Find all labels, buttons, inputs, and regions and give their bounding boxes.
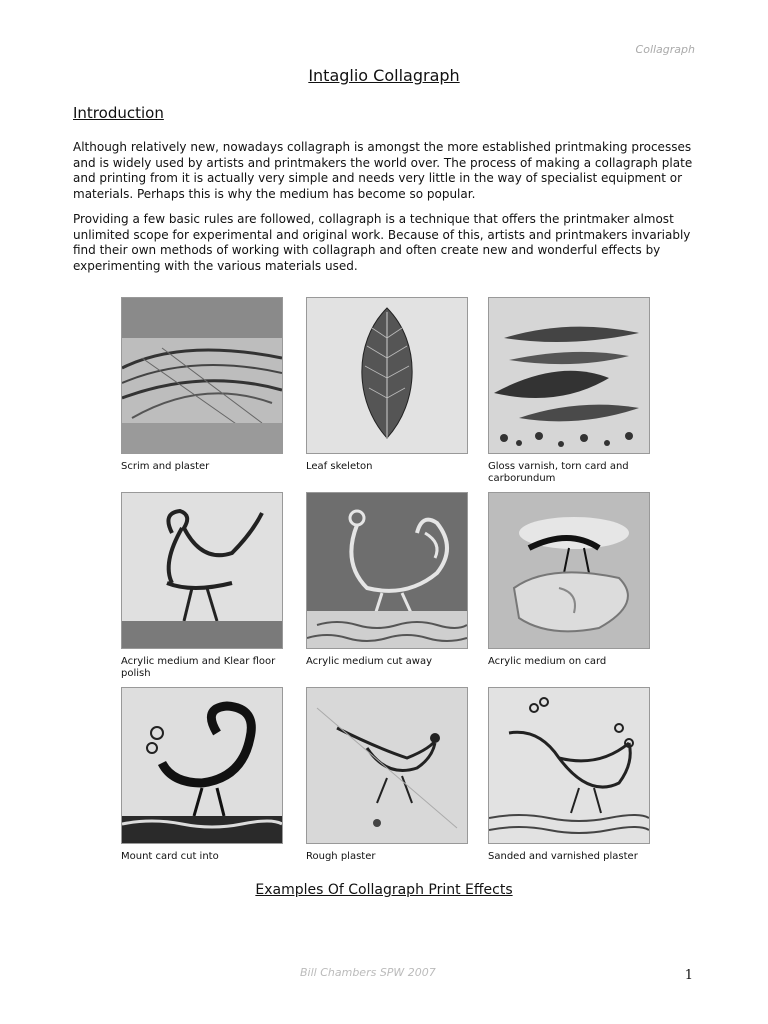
- example-caption: Sanded and varnished plaster: [488, 851, 638, 862]
- introduction-paragraph: Although relatively new, nowadays collagraph is amongst the more established printmaking processes and is widely used by artists and printmakers the world over. The process of making a collagraph plate and printing from it is actually very simple and needs very little in the way of specialist equipment or materials. Perhaps this is why the medium has become so popular.: [73, 140, 693, 201]
- example-cell: [306, 297, 476, 473]
- bird-print-icon: [306, 687, 468, 844]
- example-cell: [488, 687, 658, 863]
- example-caption: Acrylic medium and Klear floor polish: [121, 656, 276, 679]
- document-title: Intaglio Collagraph: [308, 66, 460, 85]
- example-caption: Rough plaster: [306, 851, 376, 862]
- bird-print-icon: [306, 492, 468, 649]
- example-caption: Leaf skeleton: [306, 461, 373, 472]
- example-caption: Scrim and plaster: [121, 461, 210, 472]
- bird-print-icon: [488, 687, 650, 844]
- introduction-heading: Introduction: [73, 104, 164, 122]
- example-caption: Acrylic medium on card: [488, 656, 607, 667]
- leaf-print-icon: [306, 297, 468, 454]
- bird-print-icon: [121, 492, 283, 649]
- examples-caption: Examples Of Collagraph Print Effects: [255, 882, 513, 898]
- introduction-paragraph: Providing a few basic rules are followed, collagraph is a technique that offers the printmaker almost unlimited scope for experimental and original work. Because of this, artists and printmakers invariably find their own methods of working with collagraph and often create new and wonderful effects by experimenting with the various materials used.: [73, 212, 691, 273]
- example-cell: [488, 492, 658, 668]
- example-cell: [306, 687, 476, 863]
- example-cell: [121, 687, 291, 863]
- example-caption: Acrylic medium cut away: [306, 656, 432, 667]
- abstract-shapes-print-icon: [488, 297, 650, 454]
- example-cell: [121, 492, 291, 680]
- footer-author: Bill Chambers SPW 2007: [300, 966, 436, 979]
- bird-print-icon: [488, 492, 650, 649]
- example-caption: Gloss varnish, torn card and carborundum: [488, 461, 629, 484]
- abstract-lines-print-icon: [121, 297, 283, 454]
- example-cell: [121, 297, 291, 473]
- example-cell: [488, 297, 658, 485]
- running-head: Collagraph: [635, 43, 695, 56]
- page-number: 1: [684, 968, 693, 983]
- print-examples-grid: [113, 287, 655, 867]
- bird-print-icon: [121, 687, 283, 844]
- example-cell: [306, 492, 476, 668]
- example-caption: Mount card cut into: [121, 851, 219, 862]
